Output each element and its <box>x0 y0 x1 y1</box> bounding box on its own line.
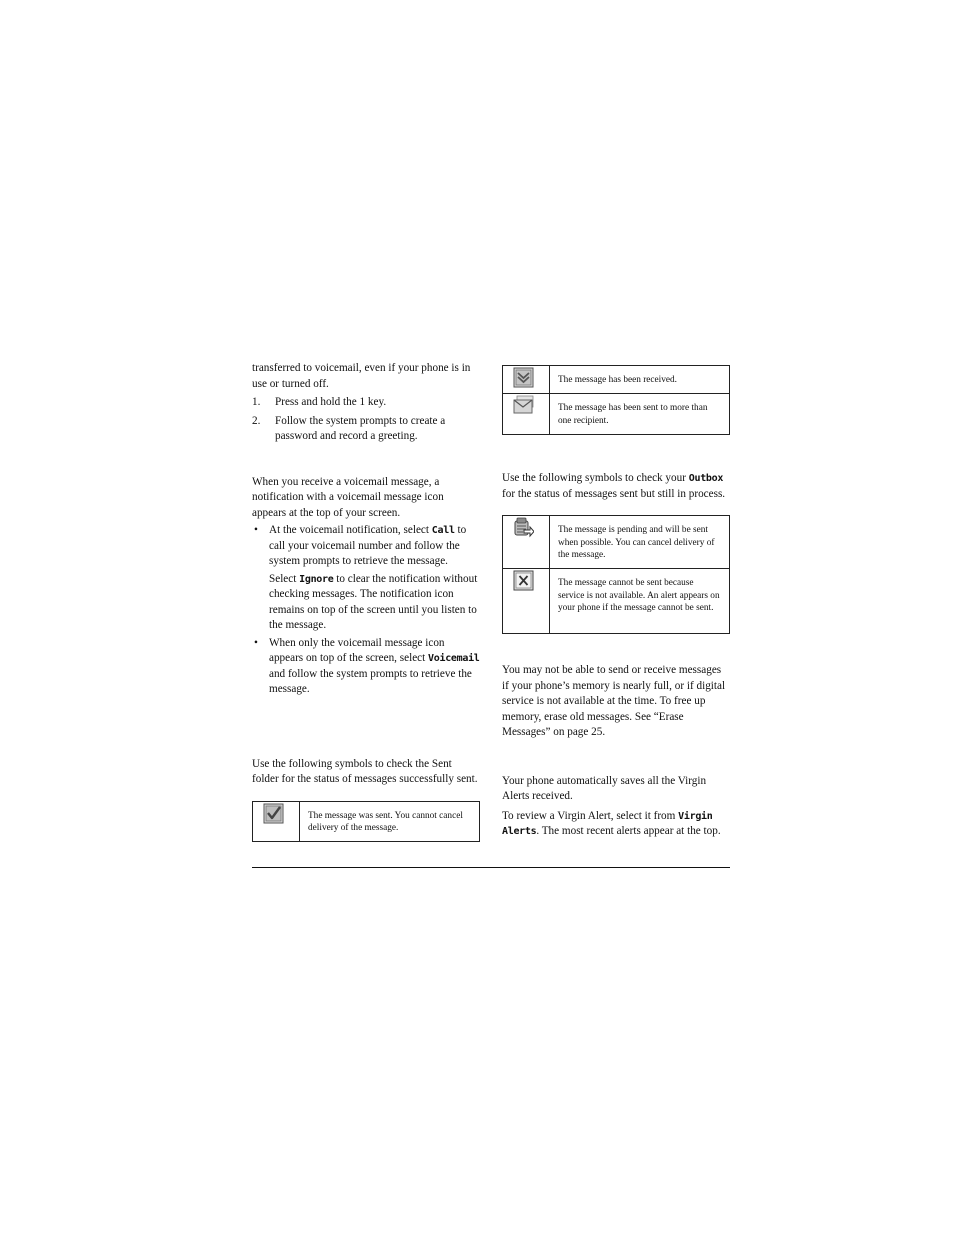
outbox-key-label: Outbox <box>688 473 724 485</box>
icon-cell <box>503 366 550 394</box>
symbol-description: The message has been sent to more than one recipient. <box>550 394 730 435</box>
left-column <box>252 361 480 842</box>
bullet-text: to clear the notification without checking messages. The notification icon remains on top of the screen until you listen to the message. <box>269 572 478 631</box>
pending-arrow-icon <box>513 517 534 538</box>
outbox-symbols-table <box>502 515 730 634</box>
bullet-mark: • <box>254 524 258 536</box>
alerts-intro: Your phone automatically saves all the Virgin Alerts received. <box>502 774 707 803</box>
list-item <box>252 395 480 411</box>
ignore-key-label: Ignore <box>299 573 334 585</box>
icon-cell <box>503 516 550 569</box>
symbol-description: The message is pending and will be sent when possible. You can cancel delivery of the message. <box>550 516 730 569</box>
sent-intro: Use the following symbols to check the Sent folder for the status of messages successfully sent. <box>252 757 478 785</box>
receive-intro: When you receive a voicemail message, a notification with a voicemail message icon appears at the top of your screen. <box>252 475 444 519</box>
list-item <box>252 523 480 634</box>
bullet-text: When only the voicemail message icon appears on top of the screen, select <box>269 636 445 664</box>
call-key-label: Call <box>431 525 455 536</box>
intro-text: transferred to voicemail, even if your phone is in use or turned off. <box>252 362 471 390</box>
bullet-text: At the voicemail notification, select <box>269 524 432 536</box>
table-row <box>503 516 730 569</box>
table-row <box>503 366 730 394</box>
outbox-intro-text: Use the following symbols to check your <box>502 472 689 485</box>
step-text: Follow the system prompts to create a password and record a greeting. <box>275 414 446 442</box>
icon-cell <box>503 394 550 435</box>
table-row <box>503 569 730 634</box>
setup-steps <box>252 395 480 445</box>
bullet-mark: • <box>254 636 258 649</box>
outbox-intro <box>502 471 730 502</box>
virgin-alerts-key-label: Virgin Alerts <box>502 810 713 838</box>
icon-cell <box>503 569 550 634</box>
step-number: 2. <box>252 414 261 427</box>
right-column <box>502 365 730 840</box>
received-symbols-table <box>502 365 730 435</box>
alerts-review-text: To review a Virgin Alert, select it from <box>502 809 679 822</box>
symbol-description: The message has been received. <box>550 366 730 394</box>
sent-check-icon <box>263 803 284 824</box>
voicemail-key-label: Voicemail <box>428 653 480 664</box>
step-text: Press and hold the 1 key. <box>275 396 387 408</box>
bullet-text: Select <box>269 572 300 585</box>
step-number: 1. <box>252 396 261 408</box>
footer-divider <box>252 867 730 868</box>
voicemail-bullets <box>252 523 480 698</box>
list-item <box>252 414 480 445</box>
table-row <box>503 394 730 435</box>
symbol-description: The message cannot be sent because service is not available. An alert appears on your phone if the message cannot be sent. <box>550 569 730 634</box>
icon-cell <box>253 801 300 842</box>
ignore-paragraph <box>269 572 480 634</box>
alerts-review <box>502 809 730 840</box>
memory-note: You may not be able to send or receive messages if your phone’s memory is nearly full, or if digital service is not available at the time. To free up memory, erase old messages. See “Erase Messages” on page 25. <box>502 664 726 739</box>
outbox-intro-text: for the status of messages sent but still in process. <box>502 487 726 500</box>
multi-recipient-envelope-icon <box>513 395 534 416</box>
received-check-icon <box>513 367 534 388</box>
failed-x-icon <box>513 570 534 591</box>
list-item <box>252 636 480 698</box>
table-row <box>253 801 480 842</box>
symbol-description: The message was sent. You cannot cancel delivery of the message. <box>300 801 480 842</box>
sent-symbols-table <box>252 801 480 843</box>
bullet-text: to call your voicemail number and follow the system prompts to retrieve the message. <box>269 524 467 567</box>
bullet-text: and follow the system prompts to retrieve the message. <box>269 667 472 695</box>
alerts-review-text: . The most recent alerts appear at the top. <box>536 825 721 838</box>
